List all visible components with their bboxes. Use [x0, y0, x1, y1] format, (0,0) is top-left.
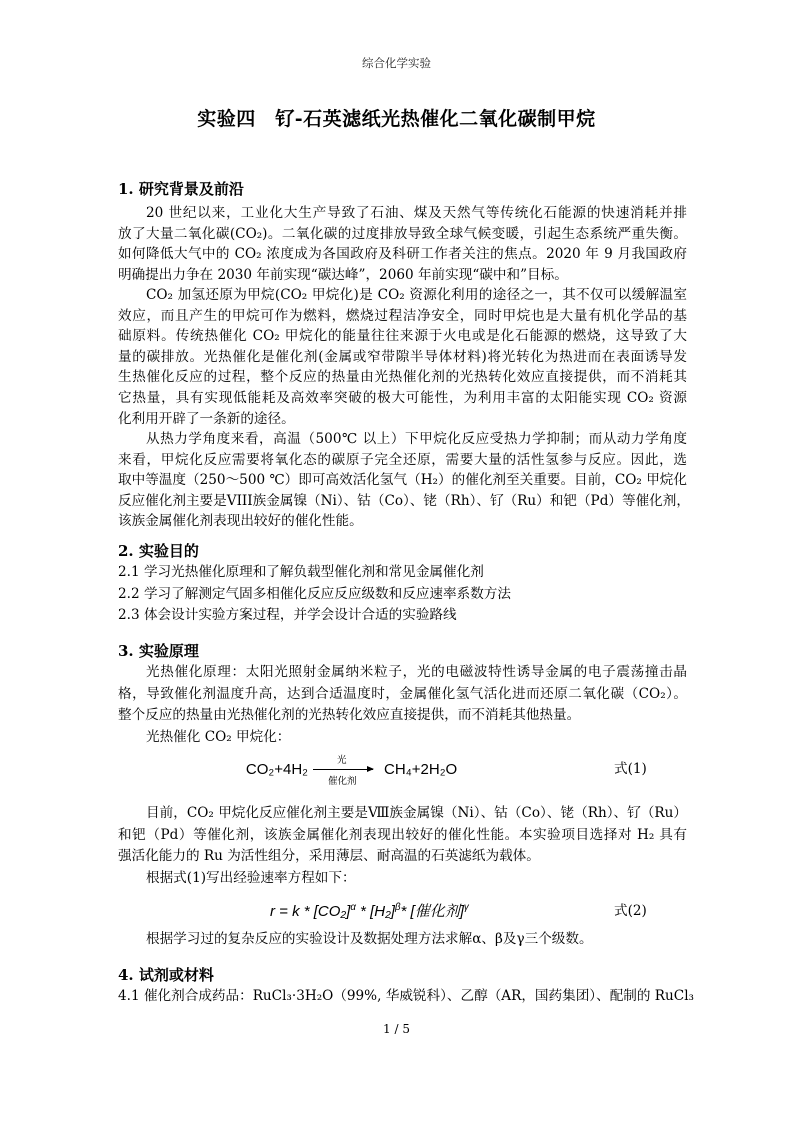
text-line: 量的碳排放。光热催化是催化剂(金属或窄带隙半导体材料)将光转化为热进而在表面诱导发 [118, 348, 687, 365]
list-item: 2.2 学习了解测定气固多相催化反应反应级数和反应速率系数方法 [118, 585, 511, 602]
equation-label: 式(1) [614, 761, 647, 777]
text-line: 反应催化剂主要是VIII族金属镍（Ni）、钴（Co）、铑（Rh）、钌（Ru）和钯（Pd）等催化剂， [118, 492, 690, 509]
text-line: 来看，甲烷化反应需要将氧化态的碳原子完全还原，需要大量的活性氢参与反应。因此，选 [118, 451, 687, 468]
list-item: 2.1 学习光热催化原理和了解负载型催化剂和常见金属催化剂 [118, 564, 484, 580]
rate-eq-h2: * [H₂] [355, 903, 395, 920]
text-line: 放了大量二氧化碳(CO₂)。二氧化碳的过度排放导致全球气候变暖，引起生态系统严重失衡。 [118, 225, 687, 242]
document-title: 实验四 钌-石英滤纸光热催化二氧化碳制甲烷 [197, 108, 596, 130]
text-line: 格，导致催化剂温度升高，达到合适温度时，金属催化氢气活化进而还原二氧化碳（CO₂）。 [118, 685, 687, 702]
text-line: 它热量，具有实现低能耗及高效率突破的极大可能性，为利用丰富的太阳能实现 CO₂ 资源 [118, 389, 687, 406]
text-line: 取中等温度（250～500 ℃）即可高效活化氢气（H₂）的催化剂至关重要。目前，CO₂ 甲烷化 [118, 472, 687, 489]
text-line: 础原料。传统热催化 CO₂ 甲烷化的能量往往来源于火电或是化石能源的燃烧，这导致了大 [118, 328, 687, 345]
text-line: 20 世纪以来，工业化大生产导致了石油、煤及天然气等传统化石能源的快速消耗并排 [146, 205, 687, 221]
text-line: 整个反应的热量由光热催化剂的光热转化效应直接提供，而不消耗其他热量。 [118, 707, 581, 724]
objectives-list [118, 562, 687, 627]
section-heading-4: 4. 试剂或材料 [118, 966, 214, 984]
text-line: 根据式(1)写出经验速率方程如下： [146, 870, 356, 886]
text-line: 光热催化原理：太阳光照射金属纳米粒子，光的电磁波特性诱导金属的电子震荡撞击晶 [146, 664, 687, 680]
paragraph [118, 203, 687, 285]
text-line: 光热催化 CO₂ 甲烷化： [146, 729, 291, 745]
section-heading-1: 1. 研究背景及前沿 [118, 180, 244, 198]
text-line: 强活化能力的 Ru 为活性组分，采用薄层、耐高温的石英滤纸为载体。 [118, 848, 540, 865]
text-line: 该族金属催化剂表现出较好的催化性能。 [118, 513, 363, 530]
text-line: 效应，而且产生的甲烷可作为燃料，燃烧过程洁净安全，同时甲烷也是大量有机化学品的基 [118, 307, 687, 324]
materials-list [118, 986, 694, 1008]
list-item: 2.3 体会设计实验方案过程，并学会设计合适的实验路线 [118, 607, 457, 624]
order-alpha: α [350, 902, 356, 913]
text-line: 生热催化反应的过程，整个反应的热量由光热催化剂的光热转化效应直接提供，而不消耗其 [118, 369, 687, 386]
text-line: 根据学习过的复杂反应的实验设计及数据处理方法求解α、β及γ三个级数。 [146, 931, 593, 947]
text-line: 明确提出力争在 2030 年前实现“碳达峰”，2060 年前实现“碳中和”目标。 [118, 266, 568, 283]
section-heading-2: 2. 实验目的 [118, 542, 199, 560]
reaction-arrow-icon [313, 769, 373, 770]
page-number: 1 / 5 [383, 1022, 410, 1036]
paragraph [118, 662, 687, 727]
order-gamma: γ [463, 902, 469, 913]
paragraph [118, 285, 687, 429]
text-line: 从热力学角度来看，高温（500℃ 以上）下甲烷化反应受热力学抑制；而从动力学角度 [146, 431, 687, 447]
rate-equation [270, 900, 469, 921]
paragraph [118, 429, 690, 532]
text-line: 如何降低大气中的 CO₂ 浓度成为各国政府及科研工作者关注的焦点。2020 年 9 月我国政府 [118, 246, 687, 263]
running-header: 综合化学实验 [362, 56, 431, 70]
equation-reactants: CO₂+4H₂ [245, 761, 308, 778]
arrow-condition-catalyst: 催化剂 [328, 776, 357, 787]
paragraph [118, 803, 687, 868]
equation-products: CH₄+2H₂O [384, 761, 458, 778]
equation-label: 式(2) [614, 903, 647, 919]
rate-eq-catalyst: * [催化剂] [400, 903, 464, 920]
order-beta: β [394, 902, 401, 913]
text-line: 和钯（Pd）等催化剂，该族金属催化剂表现出较好的催化性能。本实验项目选择对 H₂ 具有 [118, 826, 687, 843]
text-line: CO₂ 加氢还原为甲烷(CO₂ 甲烷化)是 CO₂ 资源化利用的途径之一，其不仅可以缓解温室 [146, 287, 687, 303]
list-item: 4.1 催化剂合成药品：RuCl₃·3H₂O（99%, 华威锐科）、乙醇（AR，国药集团）、配制的 RuCl₃ [118, 988, 694, 1004]
text-line: 目前，CO₂ 甲烷化反应催化剂主要是Ⅷ族金属镍（Ni）、钴（Co）、铑（Rh）、钌（Ru） [146, 805, 687, 821]
rate-eq-co2: r = k * [CO₂] [270, 903, 351, 920]
arrow-condition-light: 光 [337, 755, 347, 766]
paragraph [118, 868, 687, 890]
paragraph [118, 727, 687, 749]
paragraph [118, 929, 687, 951]
text-line: 化利用开辟了一条新的途径。 [118, 410, 295, 427]
section-heading-3: 3. 实验原理 [118, 642, 199, 660]
